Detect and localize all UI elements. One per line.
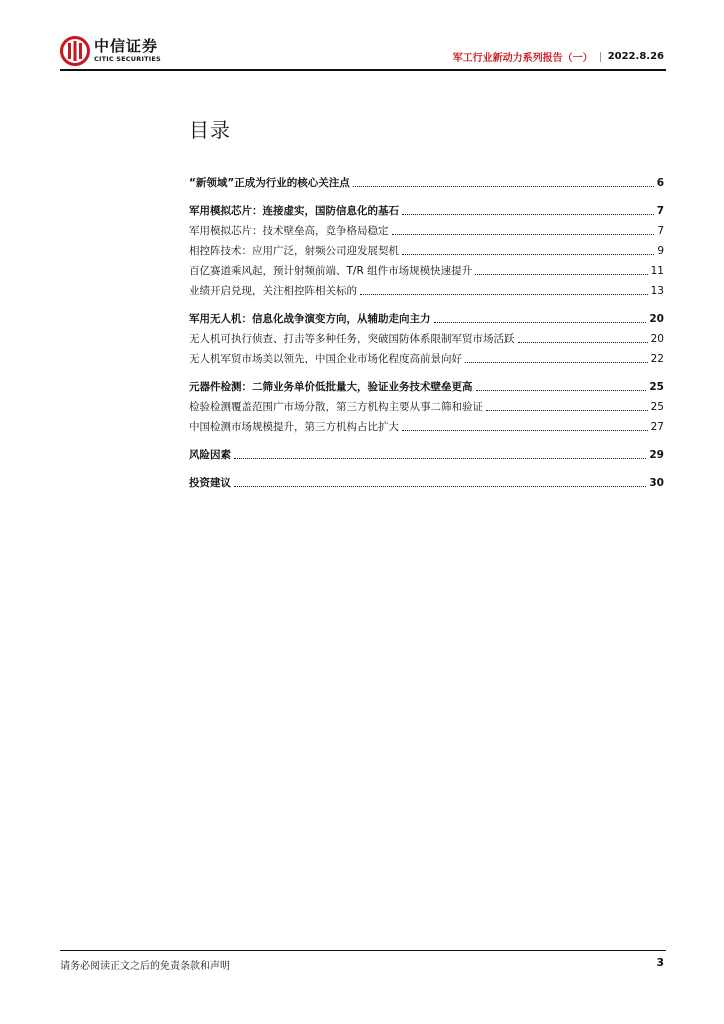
toc-title: 目录 — [189, 118, 231, 142]
toc-entry-label: 军用模拟芯片：连接虚实，国防信息化的基石 — [189, 205, 399, 217]
toc-entry[interactable] — [189, 306, 664, 326]
toc-entry[interactable] — [189, 414, 664, 434]
toc-entry-page: 25 — [650, 401, 664, 413]
toc-entry-page: 6 — [656, 177, 664, 189]
logo-english-name: CITIC SECURITIES — [94, 55, 161, 64]
report-series-title: 军工行业新动力系列报告（一） — [452, 53, 593, 64]
toc-entry-label: 百亿赛道乘风起，预计射频前端、T/R 组件市场规模快速提升 — [189, 265, 473, 277]
toc-entry[interactable] — [189, 278, 664, 298]
toc-entry-label: 风险因素 — [189, 449, 231, 461]
toc-entry-label: 业绩开启兑现，关注相控阵相关标的 — [189, 285, 357, 297]
header-divider — [60, 69, 666, 71]
toc-entry-page: 7 — [656, 205, 664, 217]
toc-leader-dots — [402, 254, 654, 255]
toc-entry-page: 29 — [649, 449, 664, 461]
toc-entry-label: 无人机可执行侦查、打击等多种任务，突破国防体系限制军贸市场活跃 — [189, 333, 515, 345]
footer-divider — [60, 950, 666, 951]
toc-entry[interactable] — [189, 442, 664, 462]
toc-entry-page: 13 — [650, 285, 664, 297]
toc-entry[interactable] — [189, 198, 664, 218]
toc-entry-page: 20 — [649, 313, 664, 325]
toc-entry[interactable] — [189, 394, 664, 414]
toc-leader-dots — [476, 390, 647, 391]
toc-entry-page: 11 — [650, 265, 664, 277]
toc-entry-label: 军用模拟芯片：技术壁垒高，竞争格局稳定 — [189, 225, 389, 237]
toc-leader-dots — [234, 458, 646, 459]
toc-leader-dots — [353, 186, 654, 187]
logo-chinese-name: 中信证券 — [94, 37, 159, 56]
toc-leader-dots — [402, 430, 648, 431]
toc-entry[interactable] — [189, 374, 664, 394]
toc-entry-label: 中国检测市场规模提升，第三方机构占比扩大 — [189, 421, 399, 433]
toc-entry[interactable] — [189, 470, 664, 490]
toc-entry[interactable] — [189, 218, 664, 238]
toc-leader-dots — [234, 486, 646, 487]
table-of-contents — [189, 170, 664, 490]
page-number: 3 — [656, 956, 664, 969]
citic-logo-icon — [60, 36, 90, 66]
toc-entry-label: 元器件检测：二筛业务单价低批量大，验证业务技术壁垒更高 — [189, 381, 473, 393]
toc-entry-label: “新领域”正成为行业的核心关注点 — [189, 177, 350, 189]
toc-entry-page: 27 — [650, 421, 664, 433]
toc-leader-dots — [475, 274, 648, 275]
toc-entry-label: 投资建议 — [189, 477, 231, 489]
toc-entry[interactable] — [189, 258, 664, 278]
page-header — [60, 34, 664, 70]
header-separator — [600, 52, 601, 62]
toc-entry-page: 20 — [650, 333, 664, 345]
toc-entry[interactable] — [189, 326, 664, 346]
toc-leader-dots — [360, 294, 648, 295]
citic-logo — [60, 34, 161, 68]
toc-entry-page: 22 — [650, 353, 664, 365]
footer-disclaimer: 请务必阅读正文之后的免责条款和声明 — [60, 961, 230, 972]
toc-leader-dots — [392, 234, 655, 235]
toc-entry[interactable] — [189, 170, 664, 190]
toc-leader-dots — [486, 410, 648, 411]
toc-leader-dots — [465, 362, 648, 363]
toc-entry-label: 检验检测覆盖范围广市场分散，第三方机构主要从事二筛和验证 — [189, 401, 483, 413]
toc-entry-label: 军用无人机：信息化战争演变方向，从辅助走向主力 — [189, 313, 431, 325]
toc-entry-page: 30 — [649, 477, 664, 489]
toc-entry-label: 相控阵技术：应用广泛，射频公司迎发展契机 — [189, 245, 399, 257]
toc-leader-dots — [518, 342, 648, 343]
toc-leader-dots — [434, 322, 647, 323]
toc-entry-page: 25 — [649, 381, 664, 393]
toc-entry[interactable] — [189, 346, 664, 366]
toc-entry-page: 7 — [657, 225, 664, 237]
toc-entry-page: 9 — [657, 245, 664, 257]
toc-entry-label: 无人机军贸市场美以领先，中国企业市场化程度高前景向好 — [189, 353, 462, 365]
toc-entry[interactable] — [189, 238, 664, 258]
report-date: 2022.8.26 — [607, 51, 664, 62]
toc-leader-dots — [402, 214, 654, 215]
